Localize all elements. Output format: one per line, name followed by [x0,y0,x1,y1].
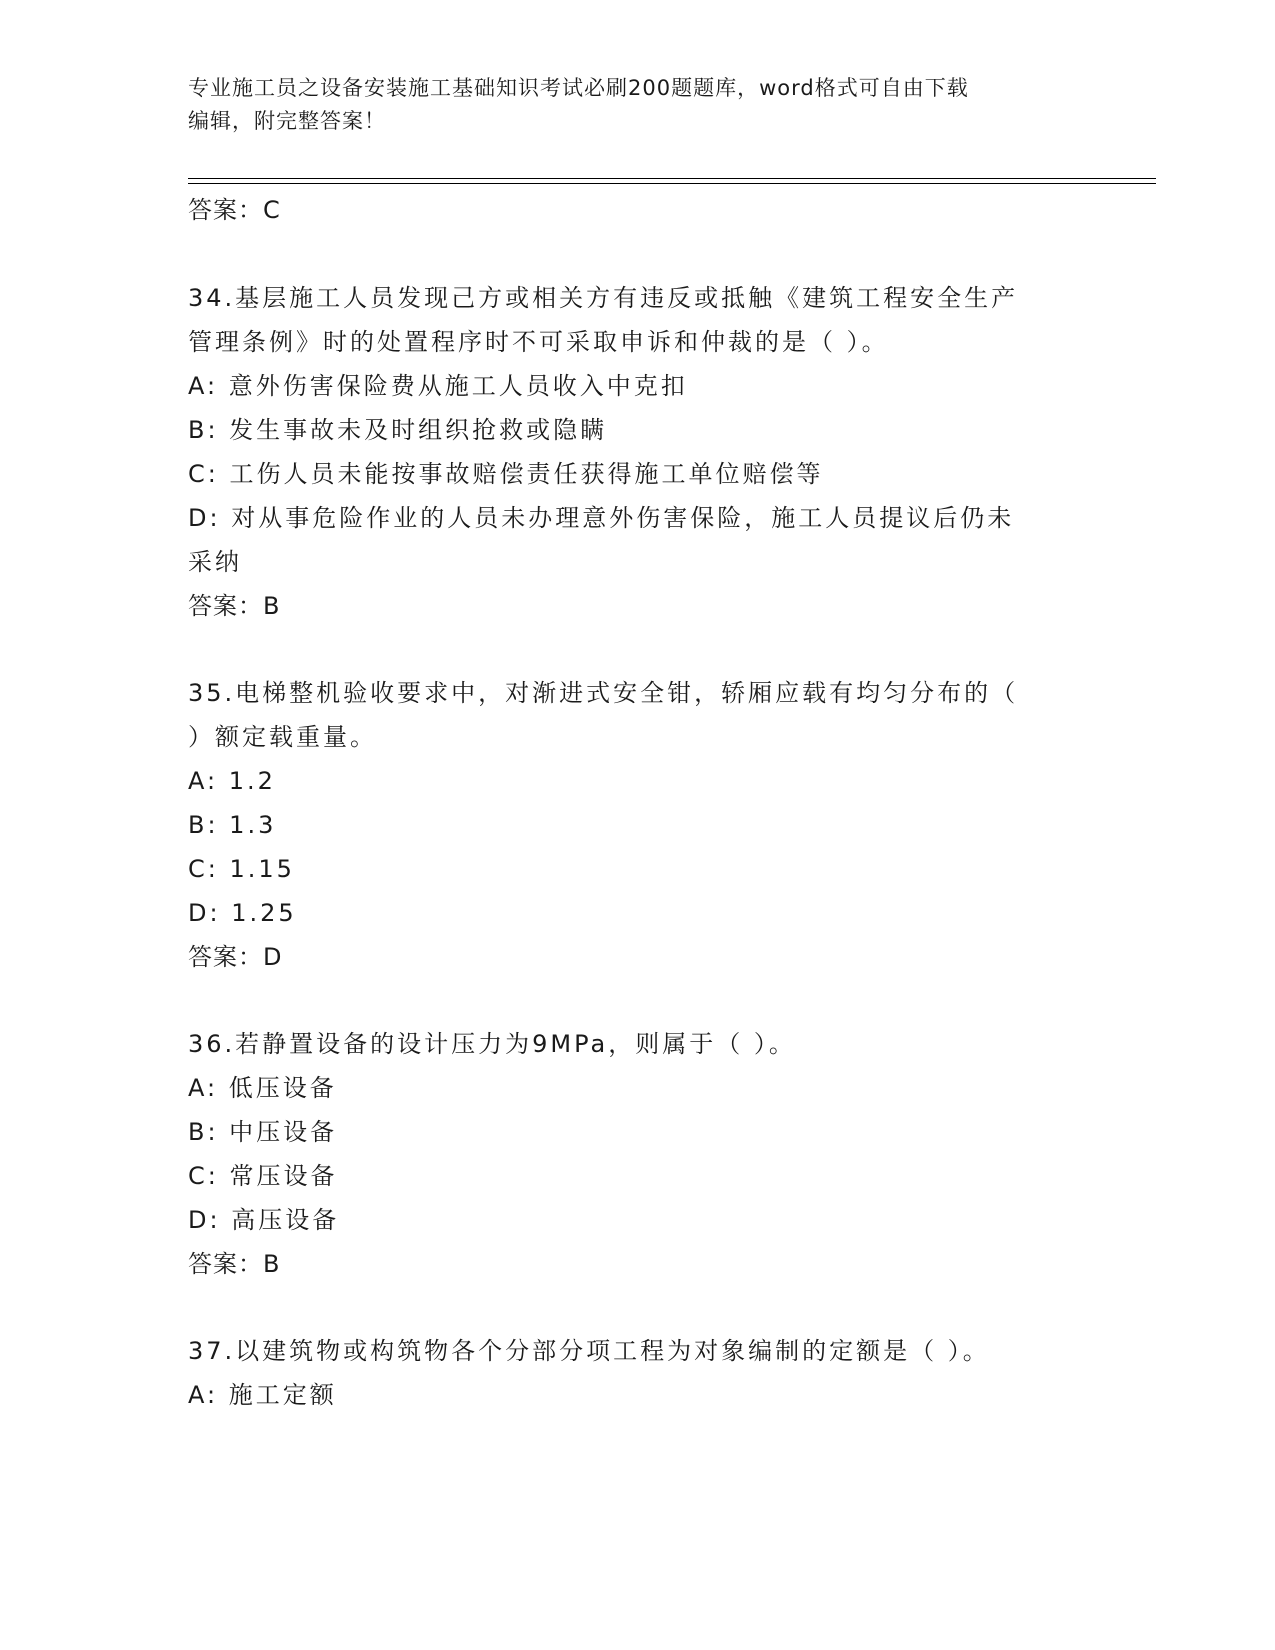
document-header [188,72,1068,138]
question-35-option-a: A: 1.2 [188,767,276,795]
question-34-option-c: C: 工伤人员未能按事故赔偿责任获得施工单位赔偿等 [188,460,824,488]
question-34-line-1: 34.基层施工人员发现己方或相关方有违反或抵触《建筑工程安全生产 [188,284,1019,312]
header-divider-top [188,178,1156,179]
question-35-option-d: D: 1.25 [188,899,297,927]
question-34-option-d-line-1: D: 对从事危险作业的人员未办理意外伤害保险，施工人员提议后仍未 [188,504,1015,532]
header-line-2: 编辑，附完整答案！ [188,109,386,133]
question-36-option-b: B: 中压设备 [188,1118,338,1146]
question-36-option-d: D: 高压设备 [188,1206,340,1234]
question-35-option-c: C: 1.15 [188,855,295,883]
question-36-option-a: A: 低压设备 [188,1074,337,1102]
question-35-line-2: ）额定载重量。 [188,723,377,751]
question-37-line-1: 37.以建筑物或构筑物各个分部分项工程为对象编制的定额是（ ）。 [188,1337,990,1365]
question-34-option-b: B: 发生事故未及时组织抢救或隐瞒 [188,416,608,444]
question-35-line-1: 35.电梯整机验收要求中，对渐进式安全钳，轿厢应载有均匀分布的（ [188,679,1019,707]
answer-33: 答案：C [188,196,281,224]
question-34-line-2: 管理条例》时的处置程序时不可采取申诉和仲裁的是（ ）。 [188,328,889,356]
question-35-option-b: B: 1.3 [188,811,277,839]
question-34-option-a: A: 意外伤害保险费从施工人员收入中克扣 [188,372,688,400]
answer-36: 答案：B [188,1250,281,1278]
question-37-option-a: A: 施工定额 [188,1381,337,1409]
header-divider-bottom [188,183,1156,184]
question-36-line-1: 36.若静置设备的设计压力为9MPa，则属于（ ）。 [188,1030,796,1058]
header-line-1: 专业施工员之设备安装施工基础知识考试必刷200题题库，word格式可自由下载 [188,76,969,100]
question-34-option-d-line-2: 采纳 [188,548,242,576]
answer-35: 答案：D [188,943,283,971]
answer-34: 答案：B [188,592,281,620]
question-36-option-c: C: 常压设备 [188,1162,338,1190]
